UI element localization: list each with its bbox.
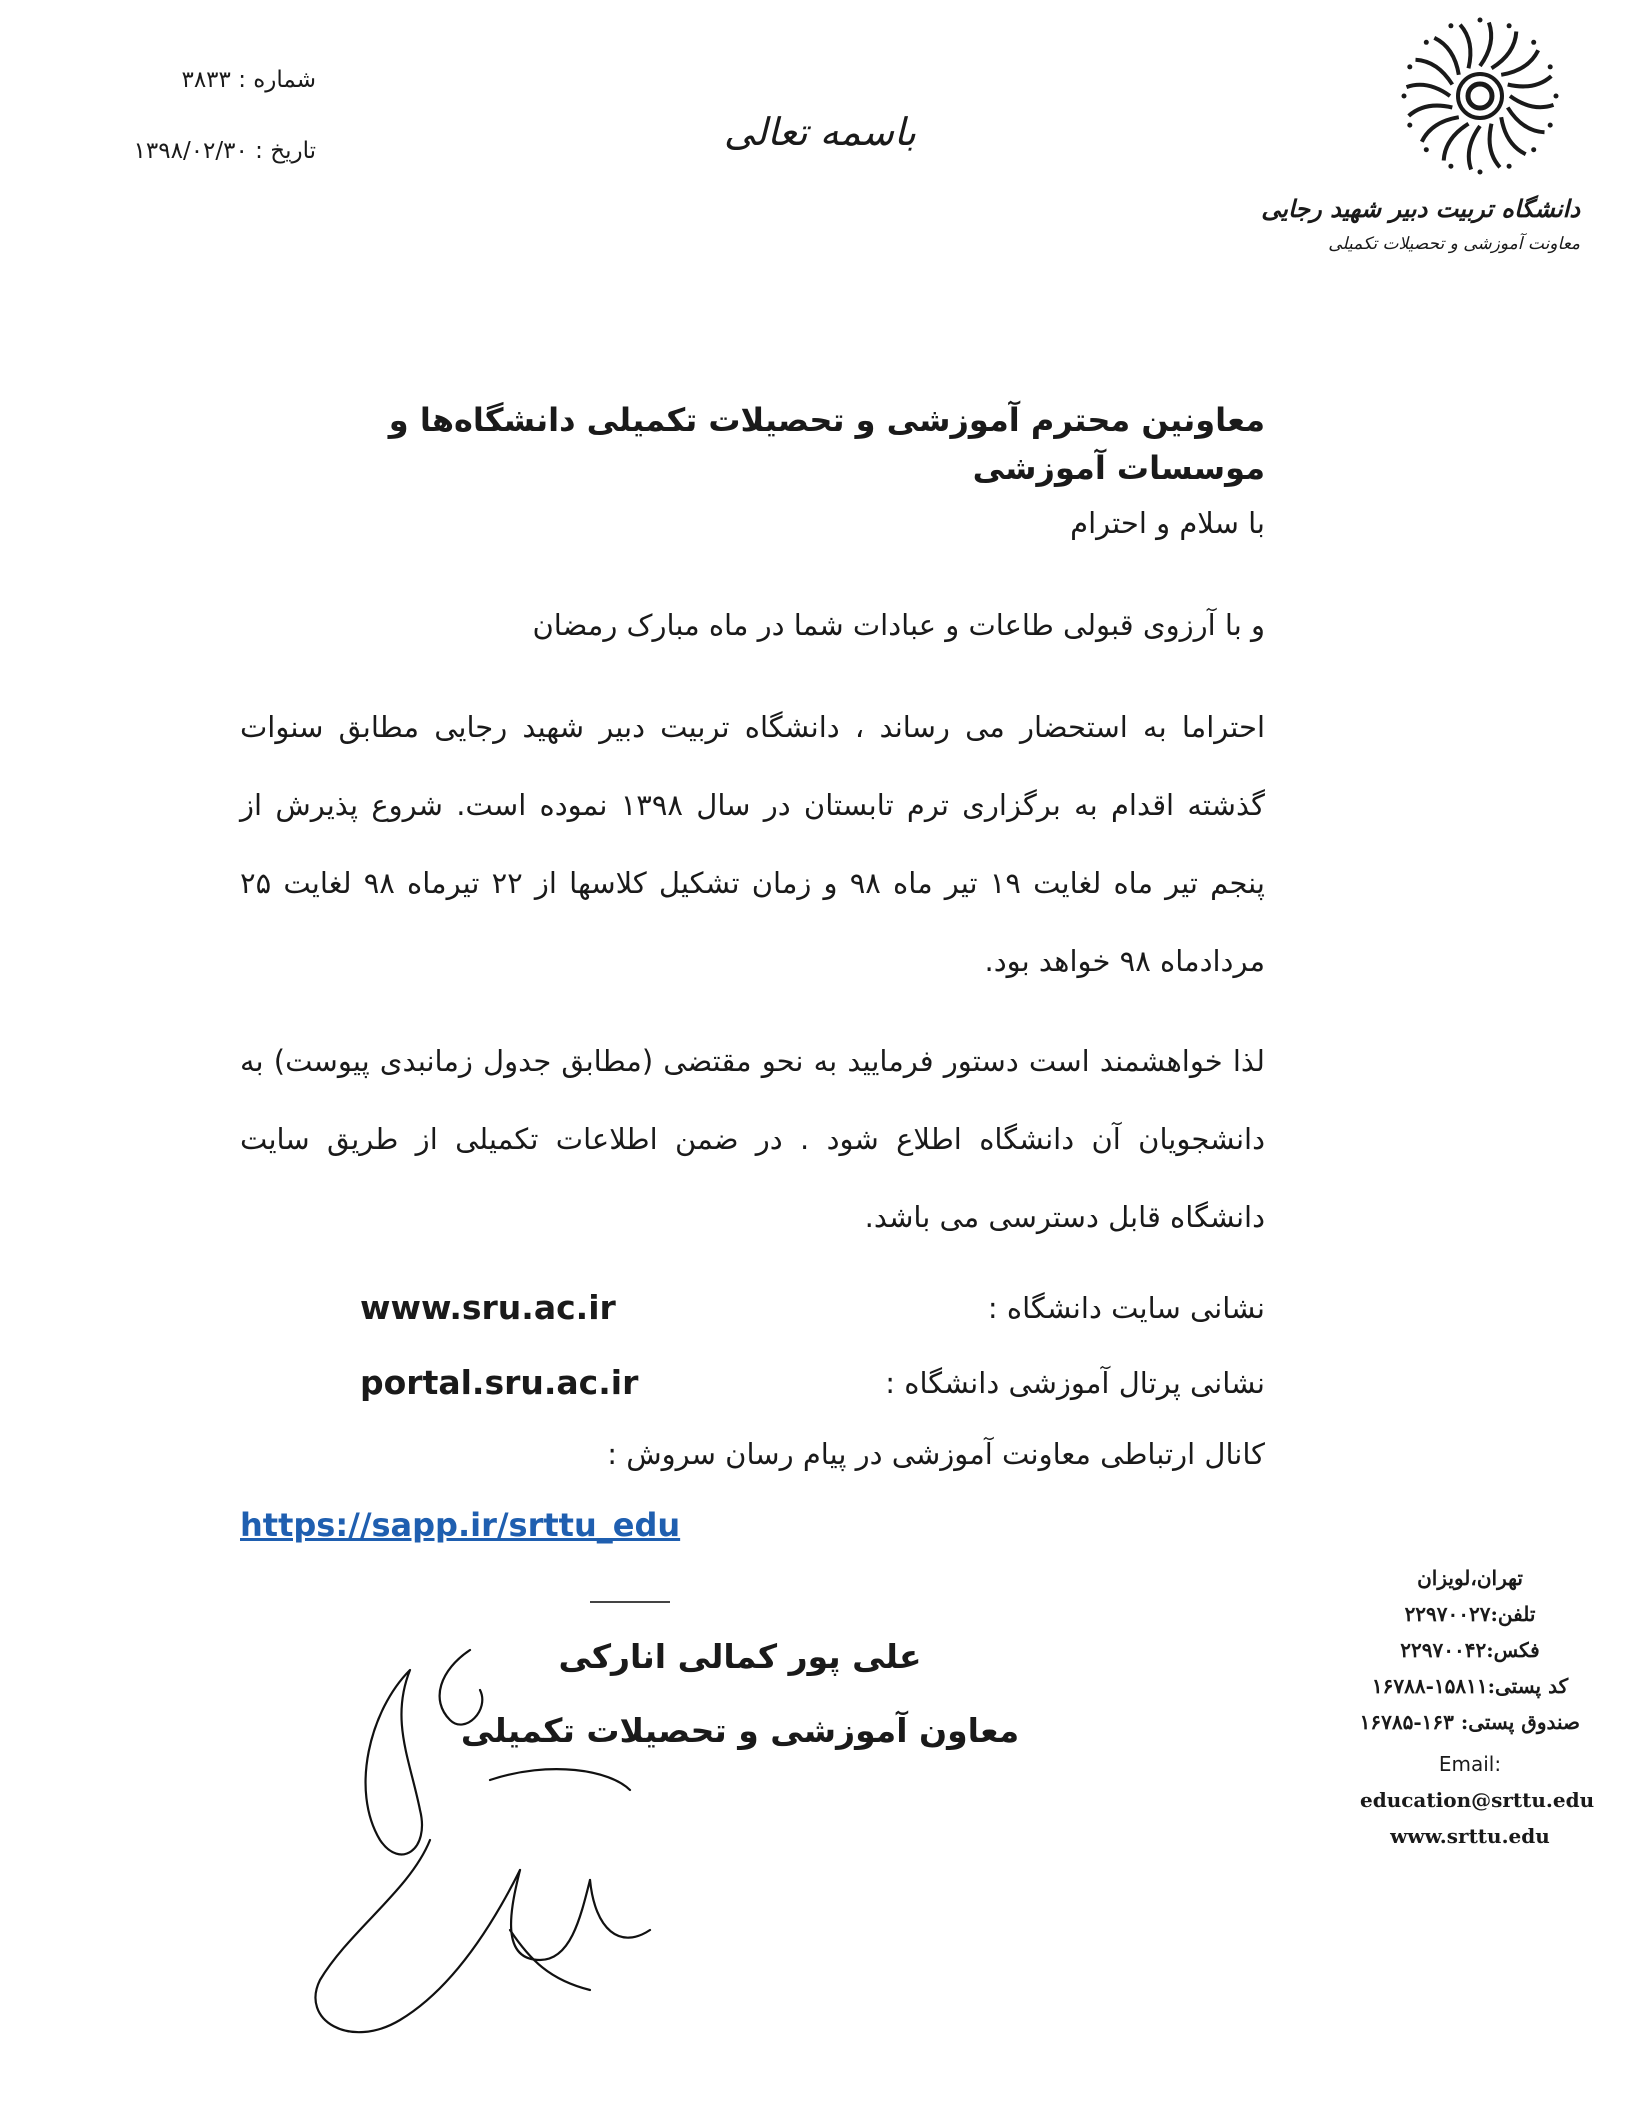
contact-address: تهران،لویزان [1417,1566,1523,1590]
letter-date: تاریخ : ۱۳۹۸/۰۲/۳۰ [133,138,316,164]
channel-label: کانال ارتباطی معاونت آموزشی در پیام رسان سروش : [607,1437,1265,1471]
contact-po-box: صندوق پستی: ۱۶۳-۱۶۷۸۵ [1359,1710,1580,1734]
letter-number: شماره : ۳۸۳۳ [181,67,316,93]
recipient-heading: معاونین محترم آموزشی و تحصیلات تکمیلی دانشگاه‌ها و موسسات آموزشی [388,401,1265,487]
channel-link[interactable]: https://sapp.ir/srttu_edu [240,1506,681,1544]
university-logo-block [1261,16,1580,256]
contact-email[interactable]: education@srttu.edu [1360,1788,1595,1812]
contact-info [1359,1560,1595,1854]
wish-line: و با آرزوی قبولی طاعات و عبادات شما در ماه مبارک رمضان [532,608,1265,642]
portal-address-label: نشانی پرتال آموزشی دانشگاه : [885,1366,1265,1400]
contact-phone: تلفن:۲۲۹۷۰۰۲۷ [1404,1602,1536,1626]
signatory-title: معاون آموزشی و تحصیلات تکمیلی [460,1711,1020,1750]
greeting-line: با سلام و احترام [1070,506,1265,540]
contact-website[interactable]: www.srttu.edu [1390,1824,1550,1848]
signatory-name: علی پور کمالی انارکی [558,1637,922,1676]
contact-email-label: Email: [1438,1752,1502,1776]
site-address-link[interactable]: www.sru.ac.ir [360,1288,616,1327]
university-name: دانشگاه تربیت دبیر شهید رجایی [1261,194,1580,223]
contact-postal-code: کد پستی:۱۵۸۱۱-۱۶۷۸۸ [1371,1674,1569,1698]
portal-address-row [360,1353,1265,1413]
contact-fax: فکس:۲۲۹۷۰۰۴۲ [1400,1638,1540,1662]
body-paragraph: احتراما به استحضار می رساند ، دانشگاه تربیت دبیر شهید رجایی مطابق سنوات گذشته اقدام به برگزاری ترم تابستان در سال ۱۳۹۸ نموده است. شروع پذیرش از پنجم تیر ماه لغایت ۱۹ تیر ماه ۹۸ و زمان تشکیل کلاسها از ۲۲ تیرماه ۹۸ لغایت ۲۵ مردادماه ۹۸ خواهد بود. [240,710,1266,978]
invocation-heading: باسمه تعالی [723,110,917,154]
university-emblem-icon [1400,16,1560,176]
site-address-label: نشانی سایت دانشگاه : [987,1291,1265,1325]
department-name: معاونت آموزشی و تحصیلات تکمیلی [1328,234,1580,254]
signature-mark [290,1630,710,2050]
request-paragraph: لذا خواهشمند است دستور فرمایید به نحو مقتضی (مطابق جدول زمانبدی پیوست) به دانشجویان آن دانشگاه اطلاع شود . در ضمن اطلاعات تکمیلی از طریق سایت دانشگاه قابل دسترسی می باشد. [240,1044,1265,1234]
document-meta [96,66,316,165]
site-address-row [360,1278,1265,1338]
portal-address-link[interactable]: portal.sru.ac.ir [360,1363,639,1402]
divider [590,1601,670,1603]
